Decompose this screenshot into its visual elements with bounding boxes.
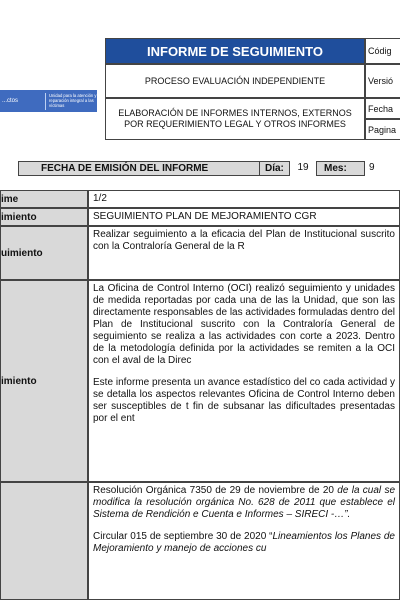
- row-value-monitoring: SEGUIMIENTO PLAN DE MEJORAMIENTO CGR: [88, 208, 400, 226]
- day-value: 19: [289, 161, 317, 176]
- row-value-name: 1/2: [88, 190, 400, 208]
- process-name: PROCESO EVALUACIÓN INDEPENDIENTE: [105, 64, 365, 98]
- divider: [259, 161, 260, 176]
- page-label: Pagina: [365, 119, 400, 140]
- row-label-name: ime: [0, 190, 88, 208]
- row-value-summary: [88, 280, 400, 482]
- emission-date-bar: [18, 161, 400, 176]
- logo-text: ...ctos: [2, 98, 19, 104]
- row-label-objective: uimiento: [0, 226, 88, 280]
- emission-label: FECHA DE EMISIÓN DEL INFORME: [41, 163, 209, 174]
- procedure-name: ELABORACIÓN DE INFORMES INTERNOS, EXTERNOS POR REQUERIMIENTO LEGAL Y OTROS INFORMES: [105, 98, 365, 140]
- report-title: INFORME DE SEGUIMIENTO: [105, 38, 365, 64]
- row-value-objective: Realizar seguimiento a la eficacia del Plan de Institucional suscrito con la Contraloría General de la R: [88, 226, 400, 280]
- row-label-monitoring: imiento: [0, 208, 88, 226]
- code-label: Códig: [365, 38, 400, 64]
- month-value: 9: [364, 161, 400, 176]
- logo-divider: [45, 93, 46, 110]
- row-label-summary: imiento: [0, 280, 88, 482]
- logo-subtitle: Unidad para la atención y reparación integral a las víctimas: [49, 93, 97, 108]
- row-label-legal: [0, 482, 88, 600]
- version-label: Versió: [365, 64, 400, 98]
- date-label: Fecha: [365, 98, 400, 119]
- row-value-legal: [88, 482, 400, 600]
- summary-paragraph-1: La Oficina de Control Interno (OCI) realizó seguimiento y unidades de medida reportadas por cada una de las la Unidad, que son las directamente responsables de las actividades formuladas dentro del Plan de Institucional suscrito con la Contraloría General de seguimiento se realiza a las actividades con corte a 2023. Dentro de la metodología definida por la actividades se remiten a la OCI con el aval de la Direc: [93, 283, 395, 366]
- legal-paragraph-2: Circular 015 de septiembre 30 de 2020 “Lineamientos los Planes de Mejoramiento y manejo de acciones cu: [93, 531, 395, 554]
- legal-paragraph-1: Resolución Orgánica 7350 de 29 de noviembre de 20 de la cual se modifica la resolución orgánica No. 628 de 2011 que establece el Sistema de Rendición e Cuenta e Informes – SIRECI -…”.: [93, 485, 396, 520]
- summary-paragraph-2: Este informe presenta un avance estadístico del co cada actividad y se detalla los aspectos relevantes Oficina de Control Interno deben ser susceptibles de t fin de subsanar las dificultades presentadas por el ent: [93, 377, 395, 424]
- day-label: Día:: [265, 163, 284, 174]
- month-label: Mes:: [324, 163, 347, 174]
